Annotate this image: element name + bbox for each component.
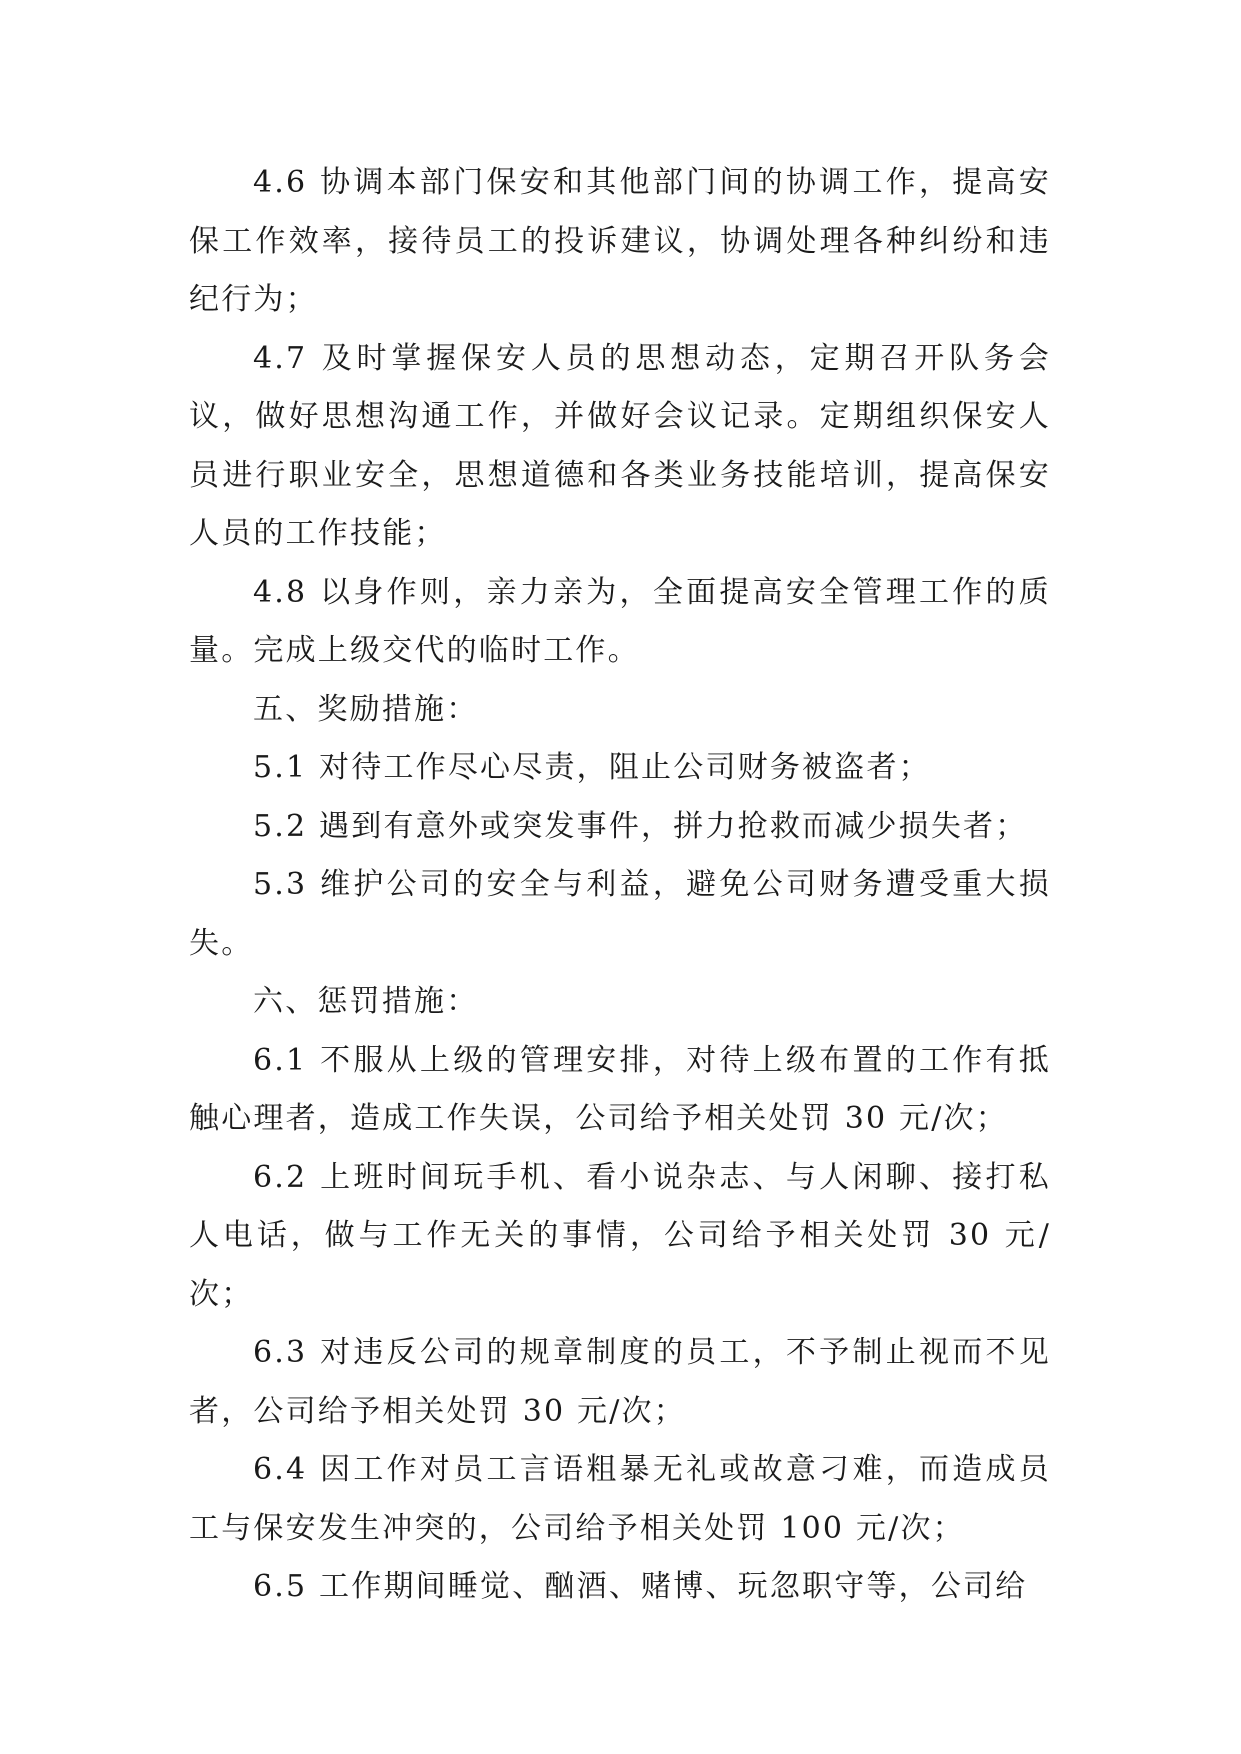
paragraph-6-3: 6.3 对违反公司的规章制度的员工，不予制止视而不见者，公司给予相关处罚 30 元/次； [189, 1335, 1051, 1429]
paragraph-6-4: 6.4 因工作对员工言语粗暴无礼或故意刁难，而造成员工与保安发生冲突的，公司给予相关处罚 100 元/次； [189, 1452, 1051, 1546]
paragraph-4-7: 4.7 及时掌握保安人员的思想动态，定期召开队务会议，做好思想沟通工作，并做好会议记录。定期组织保安人员进行职业安全，思想道德和各类业务技能培训，提高保安人员的工作技能； [189, 340, 1051, 551]
document-body [189, 154, 1051, 1617]
paragraph-6-5: 6.5 工作期间睡觉、酗酒、赌博、玩忽职守等，公司给 [253, 1569, 1028, 1604]
paragraph-6-1: 6.1 不服从上级的管理安排，对待上级布置的工作有抵触心理者，造成工作失误，公司给予相关处罚 30 元/次； [189, 1042, 1051, 1136]
paragraph-5-1: 5.1 对待工作尽心尽责，阻止公司财务被盗者； [253, 750, 931, 785]
paragraph-4-8: 4.8 以身作则，亲力亲为，全面提高安全管理工作的质量。完成上级交代的临时工作。 [189, 574, 1051, 668]
paragraph-5-3: 5.3 维护公司的安全与利益，避免公司财务遭受重大损失。 [189, 867, 1051, 961]
paragraph-5-2: 5.2 遇到有意外或突发事件，拼力抢救而减少损失者； [253, 808, 1028, 844]
paragraph-6-2: 6.2 上班时间玩手机、看小说杂志、与人闲聊、接打私人电话，做与工作无关的事情，公司给予相关处罚 30 元/次； [189, 1159, 1051, 1312]
section-heading-penalties: 六、惩罚措施： [253, 984, 479, 1019]
section-heading-rewards: 五、奖励措施： [253, 691, 479, 727]
paragraph-4-6: 4.6 协调本部门保安和其他部门间的协调工作，提高安保工作效率，接待员工的投诉建议，协调处理各种纠纷和违纪行为； [189, 165, 1051, 317]
